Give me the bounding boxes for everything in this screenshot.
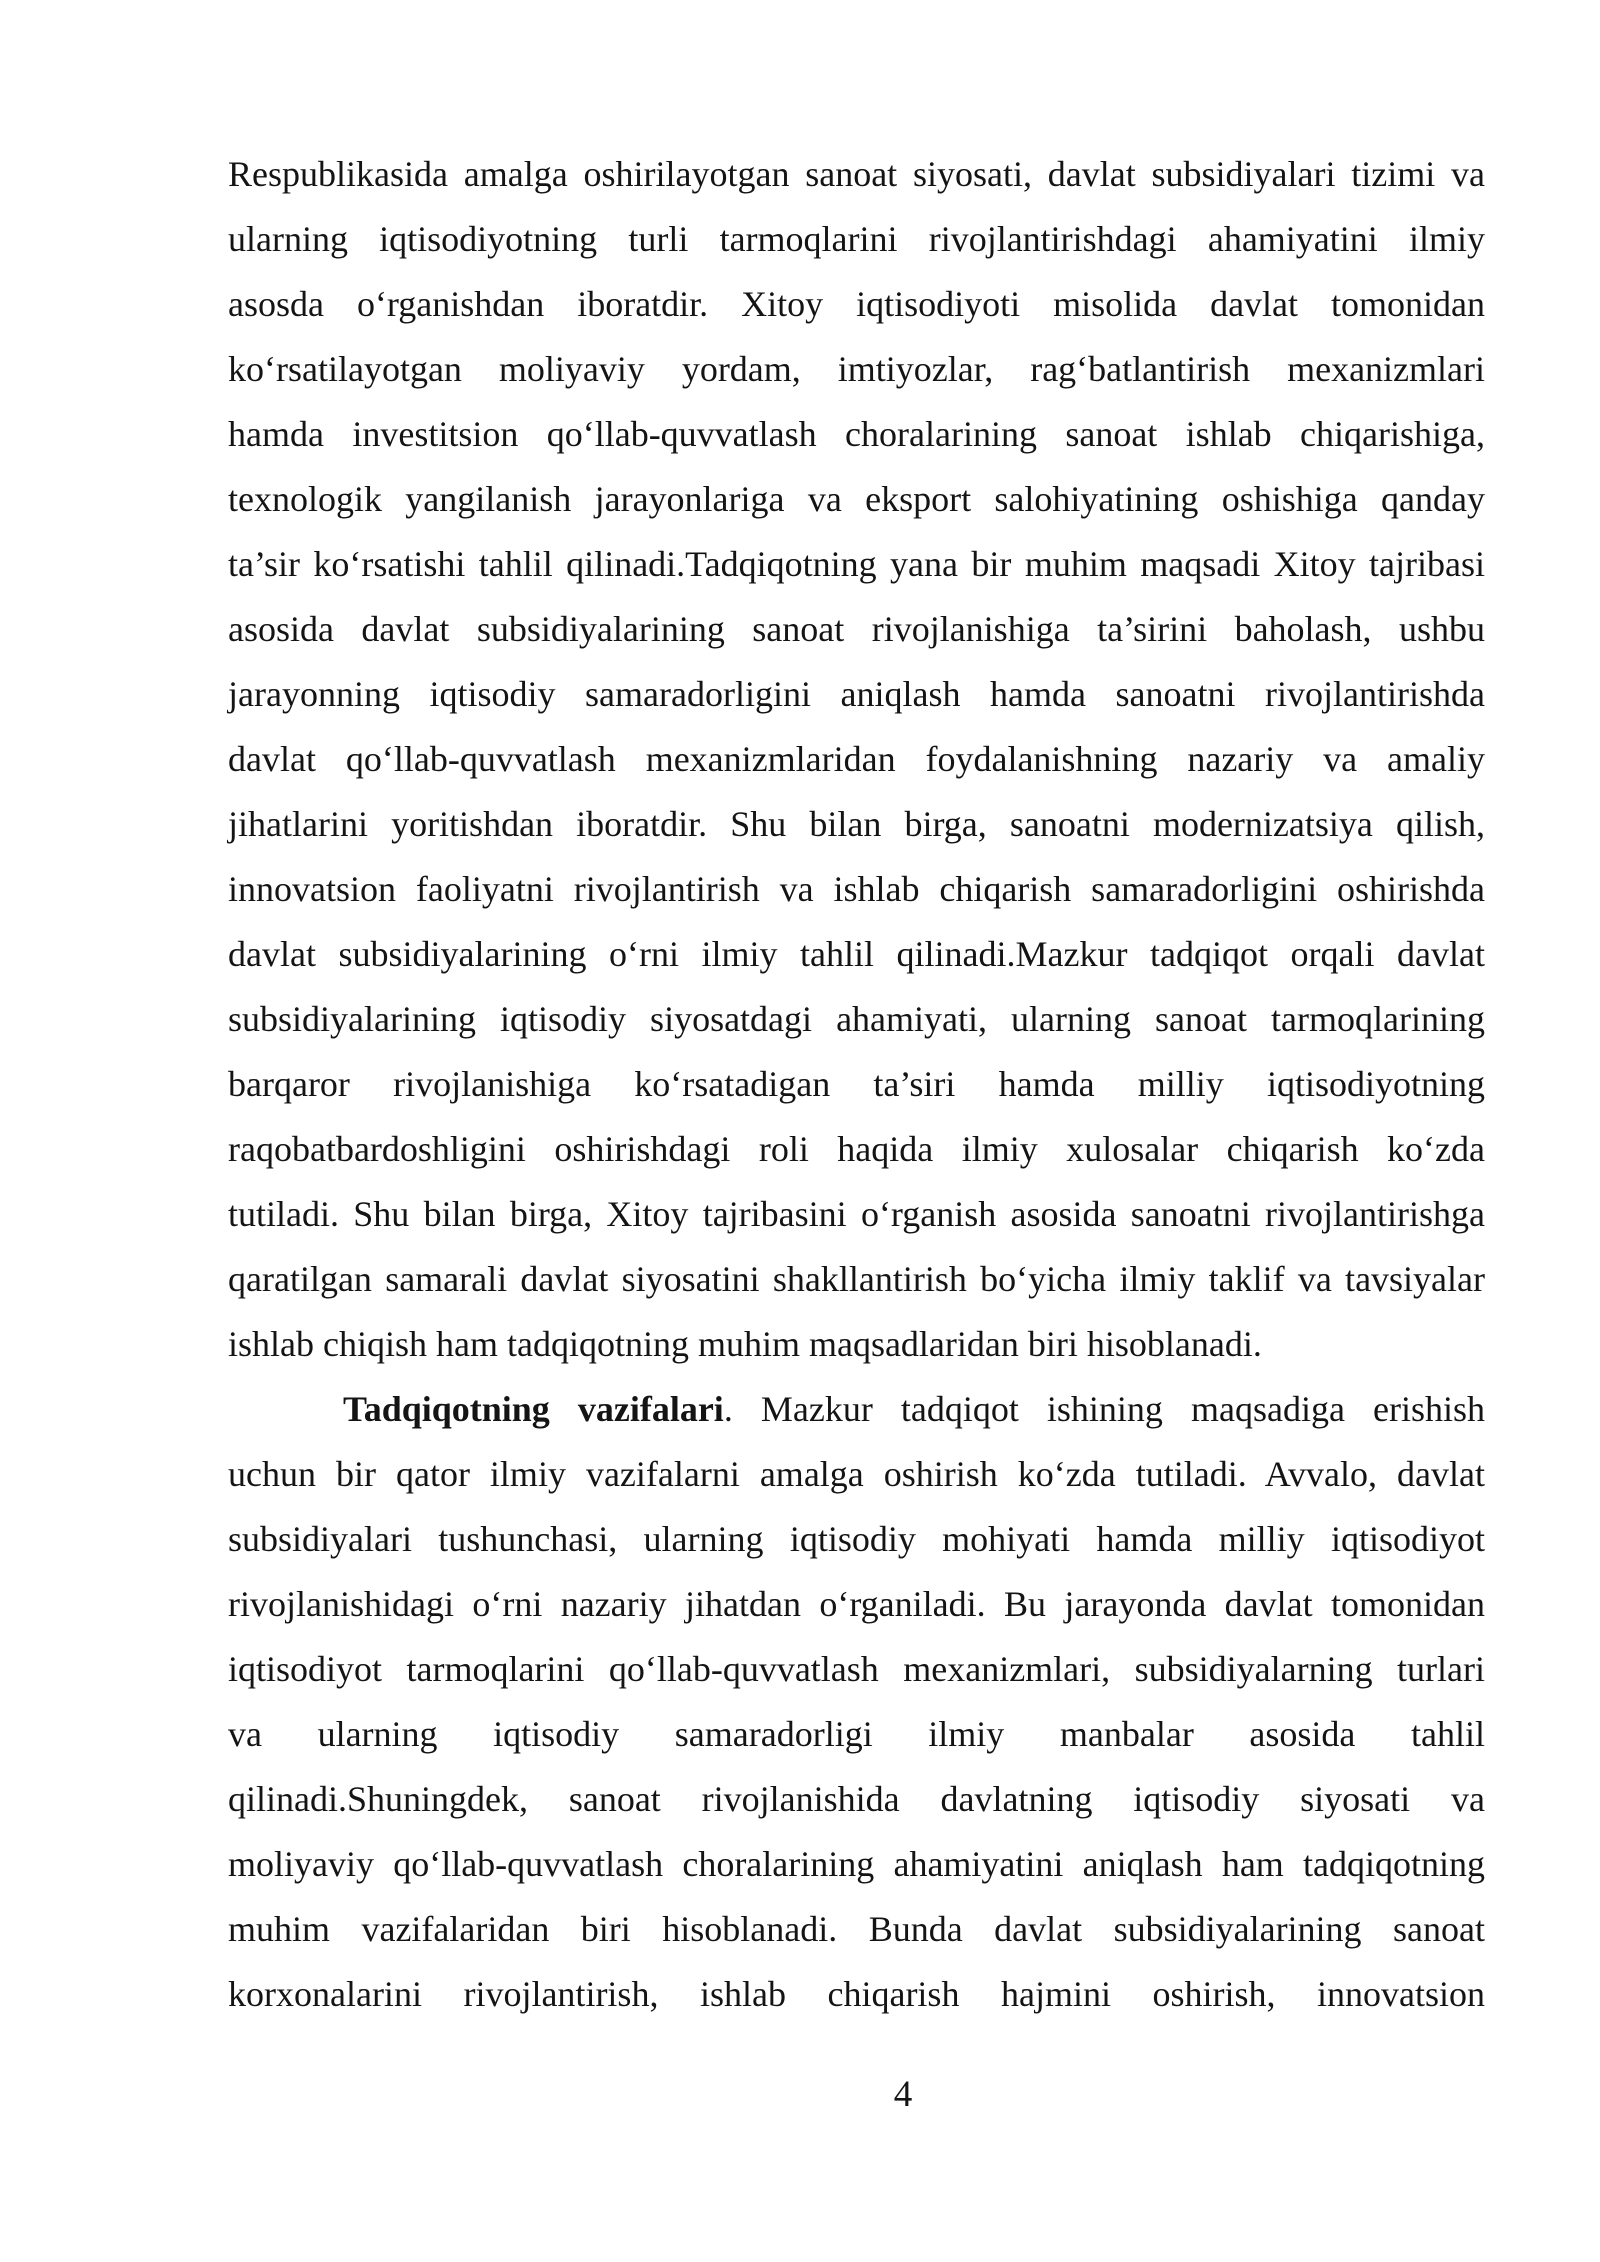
text-line: qilinadi.Shuningdek, sanoat rivojlanishida davlatning iqtisodiy siyosati va [228, 1779, 1485, 1819]
text-line: tutiladi. Shu bilan birga, Xitoy tajribasini o‘rganish asosida sanoatni rivojlantirishga [228, 1194, 1485, 1234]
text-line: davlat qo‘llab-quvvatlash mexanizmlaridan foydalanishning nazariy va amaliy [228, 739, 1485, 779]
text-line: asosida davlat subsidiyalarining sanoat rivojlanishiga ta’sirini baholash, ushbu [228, 609, 1485, 649]
text-line: ishlab chiqish ham tadqiqotning muhim maqsadlaridan biri hisoblanadi. [228, 1324, 1262, 1364]
text-line: barqaror rivojlanishiga ko‘rsatadigan ta’siri hamda milliy iqtisodiyotning [228, 1064, 1485, 1104]
text-line: uchun bir qator ilmiy vazifalarni amalga oshirish ko‘zda tutiladi. Avvalo, davlat [228, 1454, 1485, 1494]
paragraph-lead-bold: Tadqiqotning vazifalari [343, 1389, 724, 1429]
text-line: hamda investitsion qo‘llab-quvvatlash choralarining sanoat ishlab chiqarishiga, [228, 414, 1485, 454]
text-line: subsidiyalari tushunchasi, ularning iqtisodiy mohiyati hamda milliy iqtisodiyot [228, 1519, 1485, 1559]
text-line: iqtisodiyot tarmoqlarini qo‘llab-quvvatlash mexanizmlari, subsidiyalarning turlari [228, 1649, 1485, 1689]
text-line: muhim vazifalaridan biri hisoblanadi. Bunda davlat subsidiyalarining sanoat [228, 1909, 1485, 1949]
text-line: Respublikasida amalga oshirilayotgan sanoat siyosati, davlat subsidiyalari tizimi va [228, 154, 1485, 194]
page-number: 4 [893, 2074, 913, 2115]
text-line: asosda o‘rganishdan iboratdir. Xitoy iqtisodiyoti misolida davlat tomonidan [228, 284, 1485, 324]
text-line: jihatlarini yoritishdan iboratdir. Shu bilan birga, sanoatni modernizatsiya qilish, [228, 804, 1485, 844]
text-line: texnologik yangilanish jarayonlariga va eksport salohiyatining oshishiga qanday [228, 479, 1485, 519]
text-line: ko‘rsatilayotgan moliyaviy yordam, imtiyozlar, rag‘batlantirish mexanizmlari [228, 349, 1485, 389]
text-line: raqobatbardoshligini oshirishdagi roli haqida ilmiy xulosalar chiqarish ko‘zda [228, 1129, 1485, 1169]
text-line: moliyaviy qo‘llab-quvvatlash choralarining ahamiyatini aniqlash ham tadqiqotning [228, 1844, 1485, 1884]
paragraph-heading-line [228, 1377, 1485, 1442]
text-line: jarayonning iqtisodiy samaradorligini aniqlash hamda sanoatni rivojlantirishda [228, 674, 1485, 714]
text-line: ularning iqtisodiyotning turli tarmoqlarini rivojlantirishdagi ahamiyatini ilmiy [228, 219, 1485, 259]
text-line: korxonalarini rivojlantirish, ishlab chiqarish hajmini oshirish, innovatsion [228, 1974, 1485, 2014]
text-line: ta’sir ko‘rsatishi tahlil qilinadi.Tadqiqotning yana bir muhim maqsadi Xitoy tajribasi [228, 544, 1485, 584]
text-line: innovatsion faoliyatni rivojlantirish va ishlab chiqarish samaradorligini oshirishda [228, 869, 1485, 909]
text-line: davlat subsidiyalarining o‘rni ilmiy tahlil qilinadi.Mazkur tadqiqot orqali davlat [228, 934, 1485, 974]
text-line: va ularning iqtisodiy samaradorligi ilmiy manbalar asosida tahlil [228, 1714, 1485, 1754]
text-line: rivojlanishidagi o‘rni nazariy jihatdan o‘rganiladi. Bu jarayonda davlat tomonidan [228, 1584, 1485, 1624]
page-body-text [228, 142, 1485, 2027]
text-line: subsidiyalarining iqtisodiy siyosatdagi ahamiyati, ularning sanoat tarmoqlarining [228, 999, 1485, 1039]
text-line: qaratilgan samarali davlat siyosatini shakllantirish bo‘yicha ilmiy taklif va tavsiyalar [228, 1259, 1485, 1299]
paragraph-lead-rest: . Mazkur tadqiqot ishining maqsadiga erishish [723, 1389, 1485, 1429]
